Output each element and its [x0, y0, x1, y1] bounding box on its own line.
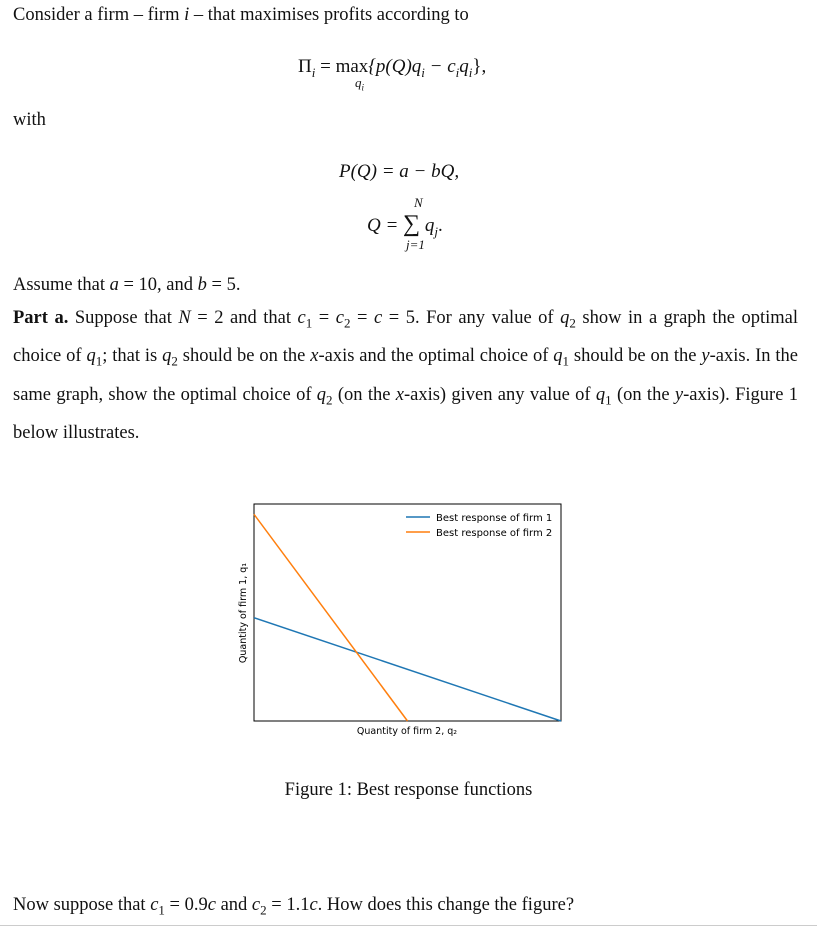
- pa-q1c: q: [595, 384, 606, 405]
- pa-q1c-sub: 1: [605, 392, 612, 408]
- pa-q1b: q: [553, 346, 563, 367]
- pa-s6: show in a graph the optimal choice of: [13, 308, 798, 367]
- intro-var-i: i: [184, 5, 190, 25]
- pa-c1-sub: 1: [305, 315, 313, 331]
- best-response-chart: [230, 495, 570, 745]
- page-bottom-rule: [0, 925, 817, 926]
- pa-s7: ; that is: [102, 346, 163, 367]
- profit-cost: − c: [424, 56, 456, 77]
- max-under-sub: i: [361, 82, 365, 93]
- pa-s1: Suppose that: [68, 308, 179, 328]
- sum-upper-limit: N: [414, 195, 423, 210]
- pa-s14: (on the: [611, 384, 675, 405]
- fq-c-a: c: [207, 895, 216, 915]
- pa-s4: =: [350, 308, 374, 328]
- pa-s12: (on the: [332, 384, 396, 405]
- assume-a: a: [109, 275, 119, 295]
- pa-s11: -axis. In the same graph, show the optimal choice of: [13, 346, 798, 405]
- legend-label-firm-1: Best response of firm 1: [436, 513, 553, 524]
- fq-t4: = 1.1: [266, 895, 310, 915]
- fq-c1-sub: 1: [158, 902, 165, 918]
- pa-c1: c: [297, 308, 306, 328]
- sum-term-sub: j: [434, 223, 439, 239]
- profit-q-sub: i: [468, 64, 473, 80]
- profit-cost-sub: i: [455, 64, 460, 80]
- pa-q2c-sub: 2: [326, 392, 333, 408]
- pa-q2b-sub: 2: [171, 354, 178, 370]
- fq-c2: c: [251, 895, 261, 915]
- sum-symbol: ∑: [403, 211, 421, 237]
- sum-lower-limit: j=1: [406, 237, 425, 252]
- fq-c1: c: [150, 895, 159, 915]
- legend-label-firm-2: Best response of firm 2: [436, 528, 553, 539]
- intro-sentence: [13, 0, 469, 32]
- max-under-q: q: [355, 75, 362, 90]
- fq-c2-sub: 2: [260, 902, 267, 918]
- part-a-label: Part a.: [13, 308, 69, 328]
- with-text: with: [13, 110, 46, 130]
- pa-s9: -axis and the optimal choice of: [318, 346, 554, 367]
- profit-equation: [298, 56, 486, 81]
- pa-c2: c: [335, 308, 344, 328]
- pa-x2: x: [395, 384, 404, 405]
- pa-q2a: q: [560, 308, 570, 328]
- profit-symbol: Π: [298, 56, 312, 77]
- profit-body: {p(Q)q: [368, 56, 422, 77]
- max-underscript: [355, 75, 364, 93]
- equals-max: = max: [315, 56, 369, 77]
- final-question: [13, 888, 574, 928]
- pa-q1a: q: [86, 346, 96, 367]
- quantity-equation: [367, 211, 443, 240]
- sum-term: q: [424, 215, 435, 236]
- pa-N: N: [178, 308, 191, 328]
- y-axis-label: Quantity of firm 1, q₁: [238, 562, 249, 664]
- assume-t2: = 10, and: [118, 275, 198, 295]
- pa-s2: = 2 and that: [190, 308, 298, 328]
- pa-y2: y: [674, 384, 684, 405]
- pa-s5: = 5. For any value of: [382, 308, 561, 328]
- x-axis-label: Quantity of firm 2, q₂: [356, 726, 458, 737]
- price-equation: P(Q) = a − bQ,: [339, 161, 460, 182]
- pa-q2c: q: [316, 384, 327, 405]
- pa-s15: -axis). Figure 1 below illustrates.: [13, 384, 798, 444]
- fq-t5: . How does this change the figure?: [317, 895, 575, 915]
- fq-c-b: c: [309, 895, 318, 915]
- pa-q2b: q: [162, 346, 172, 367]
- figure-caption: Figure 1: Best response functions: [284, 780, 533, 800]
- pa-c2-sub: 2: [343, 315, 351, 331]
- pa-s8: should be on the: [177, 346, 311, 367]
- fq-t2: = 0.9: [164, 895, 208, 915]
- pa-q2a-sub: 2: [569, 315, 576, 331]
- q-lhs: Q =: [367, 215, 404, 236]
- assume-t1: Assume that: [13, 275, 110, 295]
- assume-b: b: [197, 275, 207, 295]
- pa-c: c: [373, 308, 383, 328]
- fq-t3: and: [215, 895, 252, 915]
- pa-s3: =: [312, 308, 336, 328]
- profit-close: },: [472, 56, 487, 77]
- assume-sentence: [13, 268, 240, 302]
- profit-subscript: i: [311, 64, 316, 80]
- pa-y1: y: [701, 346, 710, 367]
- pa-s13: -axis) given any value of: [403, 384, 596, 405]
- pa-x1: x: [310, 346, 319, 367]
- sum-end: .: [438, 215, 443, 236]
- part-a-paragraph: [13, 302, 798, 451]
- profit-body-sub: i: [421, 64, 425, 80]
- intro-text-2: – that maximises profits according to: [189, 5, 469, 25]
- pa-q1b-sub: 1: [562, 354, 570, 370]
- pa-q1a-sub: 1: [95, 354, 103, 370]
- assume-t3: = 5.: [206, 275, 241, 295]
- fq-t1: Now suppose that: [13, 895, 151, 915]
- profit-q: q: [459, 56, 469, 77]
- pa-s10: should be on the: [569, 346, 702, 367]
- intro-text-1: Consider a firm – firm: [13, 5, 185, 25]
